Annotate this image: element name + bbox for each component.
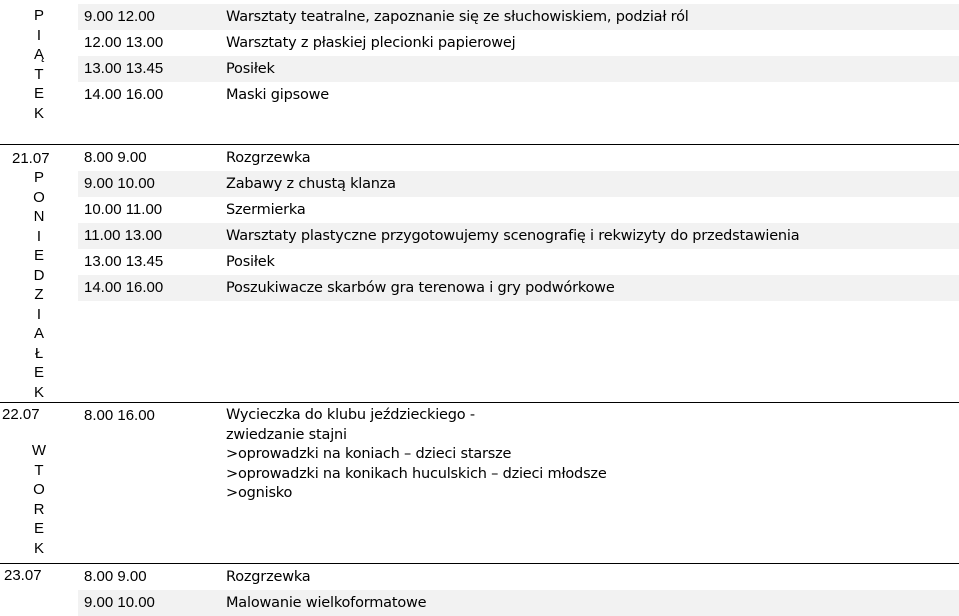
day-date: 22.07 [2,406,40,423]
time-range: 9.00 10.00 [84,594,155,611]
time-range: 8.00 16.00 [84,407,155,424]
time-range: 10.00 11.00 [84,201,163,218]
activity: Szermierka [226,202,306,218]
day-letter: D [33,266,45,284]
day-letter: N [33,208,45,225]
time-range: 13.00 13.45 [84,253,164,270]
time-range: 8.00 9.00 [84,149,147,166]
day-letter: Ą [33,46,44,63]
day-letter: I [36,26,42,44]
activity: Zabawy z chustą klanza [226,176,396,192]
time-range: 11.00 13.00 [84,227,163,244]
day-letter: K [33,104,44,122]
day-date: 23.07 [4,567,42,584]
time-range: 14.00 16.00 [84,86,164,103]
activity: Rozgrzewka [226,569,311,585]
day-letter: K [33,383,44,401]
schedule-row [78,56,959,82]
time-range: 9.00 12.00 [84,8,155,25]
schedule-row [0,197,959,223]
schedule-row [78,590,959,616]
schedule-row [78,4,959,30]
day-letter: W [31,442,47,459]
day-letter: K [33,539,44,557]
day-letter: P [33,7,44,24]
time-range: 12.00 13.00 [84,34,164,51]
day-letter: T [34,65,44,83]
time-range: 9.00 10.00 [84,175,155,192]
day-letter: T [34,461,44,479]
day-letter: O [33,188,45,206]
schedule-row [0,30,959,56]
day-letter: O [33,481,45,498]
day-date: 21.07 [12,150,50,167]
activity: Malowanie wielkoformatowe [226,595,427,611]
day-letter: A [33,325,44,342]
activity-line: >oprowadzki na konikach huculskich – dzieci młodsze [226,465,607,482]
activity-line: Wycieczka do klubu jeździeckiego - [226,407,475,423]
schedule-row [0,564,959,590]
schedule-row [0,402,959,562]
time-range: 14.00 16.00 [84,279,164,296]
activity: Rozgrzewka [226,150,311,166]
schedule-row [78,275,959,301]
activity: Warsztaty z płaskiej plecionki papierowej [226,35,516,51]
day-letter: R [33,500,45,518]
activity-line: >ognisko [226,485,293,501]
schedule-row [0,145,959,171]
time-range: 8.00 9.00 [84,568,147,585]
activity: Warsztaty teatralne, zapoznanie się ze słuchowiskiem, podział ról [226,9,689,25]
day-letter: I [36,227,42,245]
day-letter: E [33,364,44,381]
activity: Warsztaty plastyczne przygotowujemy scenografię i rekwizyty do przedstawienia [226,228,800,244]
day-letter: P [33,169,44,186]
activity: Posiłek [226,254,275,270]
activity: Poszukiwacze skarbów gra terenowa i gry podwórkowe [226,280,615,296]
day-letter: E [33,247,44,264]
schedule-row [78,171,959,197]
day-letter: Z [34,286,44,303]
activity: Posiłek [226,61,275,77]
day-letter: Ł [34,344,44,362]
activity-line: >oprowadzki na koniach – dzieci starsze [226,446,512,462]
schedule-row [78,223,959,249]
schedule-row [0,249,959,275]
day-letter: I [36,305,42,323]
time-range: 13.00 13.45 [84,60,164,77]
day-letter: E [33,85,44,102]
activity-details [226,406,607,504]
schedule-row [0,82,959,108]
day-letter: E [33,520,44,537]
activity-line: zwiedzanie stajni [226,426,347,443]
activity: Maski gipsowe [226,87,330,103]
